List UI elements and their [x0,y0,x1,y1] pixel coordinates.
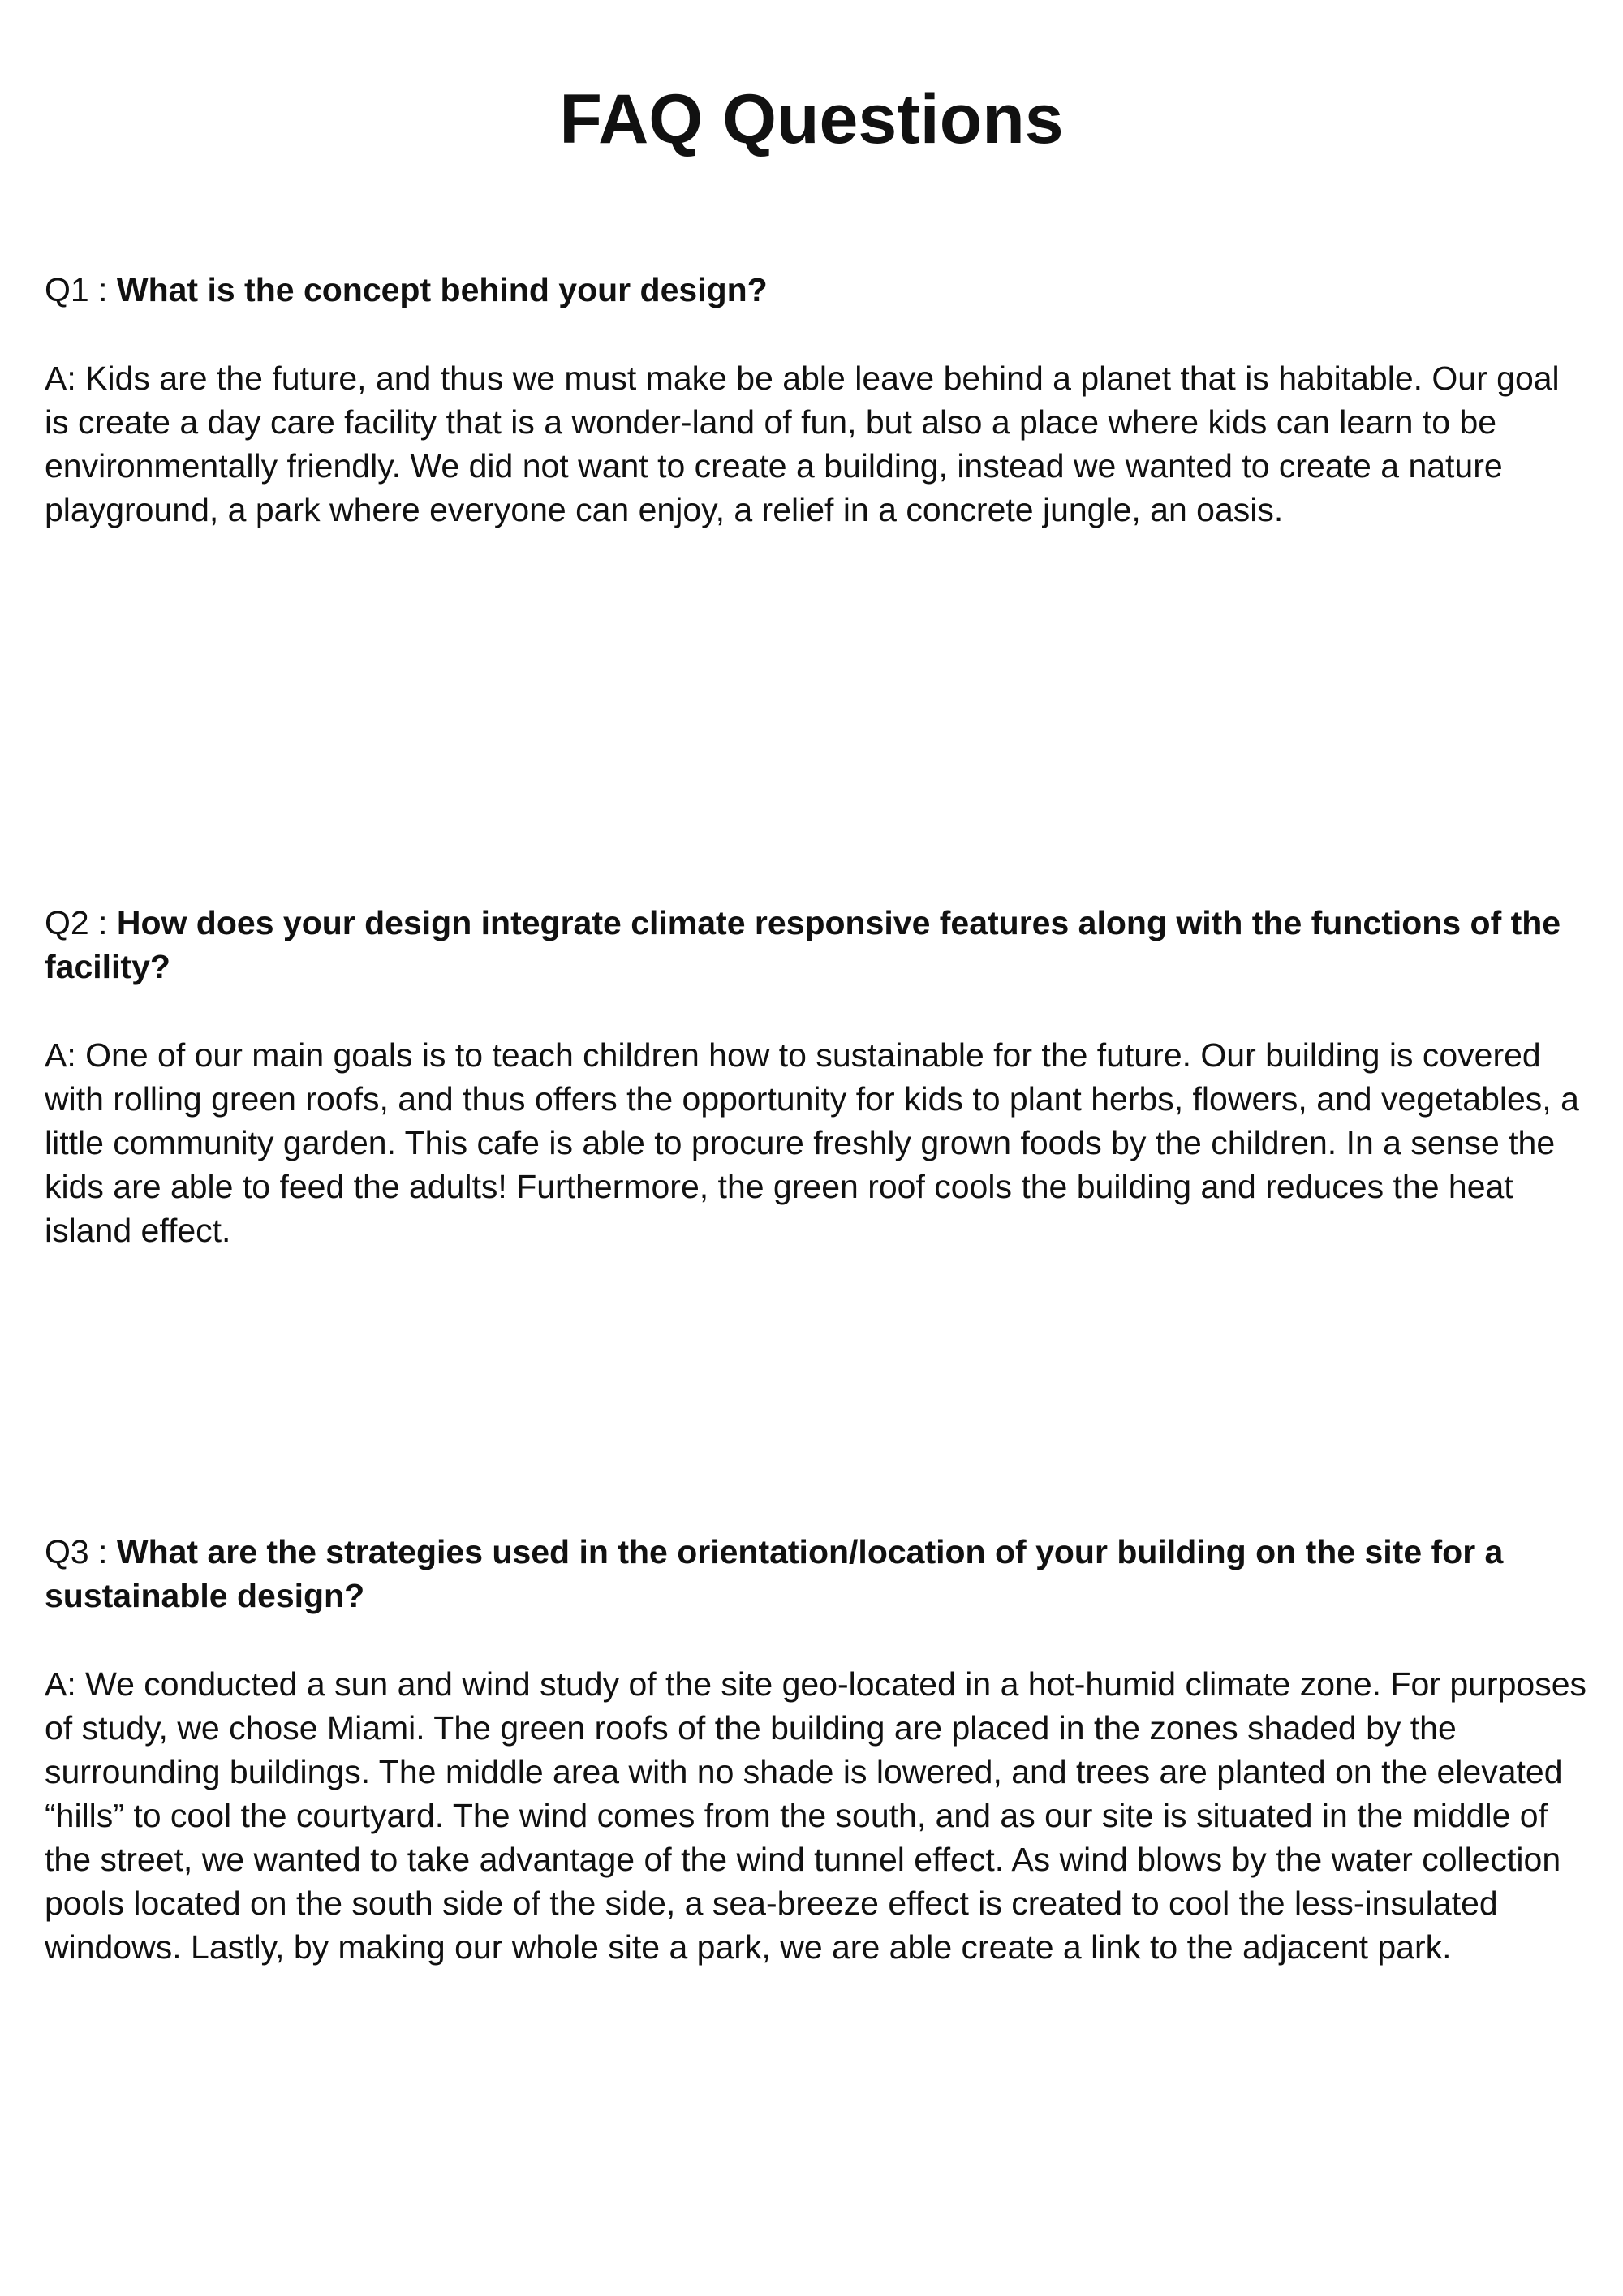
question-2 [45,901,1586,989]
question-3 [45,1530,1586,1618]
faq-item-1 [45,268,1586,532]
question-1 [45,268,1586,312]
faq-item-3 [45,1530,1586,1969]
page-title: FAQ Questions [559,80,1064,158]
question-label: Q2 : [45,904,117,941]
answer-2: A: One of our main goals is to teach children how to sustainable for the future. Our building is covered with rolling green roofs, and thus offers the opportunity for kids to plant herbs, flowers, and vegetables, a little community garden. This cafe is able to procure freshly grown foods by the children. In a sense the kids are able to feed the adults! Furthermore, the green roof cools the building and reduces the heat island effect. [45,1036,1579,1249]
question-label: Q1 : [45,271,117,308]
question-text: What are the strategies used in the orientation/location of your building on the site for a sustainable design? [45,1533,1504,1614]
question-text: What is the concept behind your design? [116,271,768,308]
question-label: Q3 : [45,1533,117,1570]
faq-item-2 [45,901,1586,1252]
answer-3: A: We conducted a sun and wind study of the site geo-located in a hot-humid climate zone. For purposes of study, we chose Miami. The green roofs of the building are placed in the zones shaded by the surrounding buildings. The middle area with no shade is lowered, and trees are planted on the elevated “hills” to cool the courtyard. The wind comes from the south, and as our site is situated in the middle of the street, we wanted to take advantage of the wind tunnel effect. As wind blows by the water collection pools located on the south side of the side, a sea-breeze effect is created to cool the less-insulated windows. Lastly, by making our whole site a park, we are able create a link to the adjacent park. [45,1665,1586,1966]
question-text: How does your design integrate climate responsive features along with the functions of the facility? [45,904,1561,985]
answer-1: A: Kids are the future, and thus we must make be able leave behind a planet that is habitable. Our goal is create a day care facility that is a wonder-land of fun, but also a place where kids can learn to be environmentally friendly. We did not want to create a building, instead we wanted to create a nature playground, a park where everyone can enjoy, a relief in a concrete jungle, an oasis. [45,360,1560,528]
